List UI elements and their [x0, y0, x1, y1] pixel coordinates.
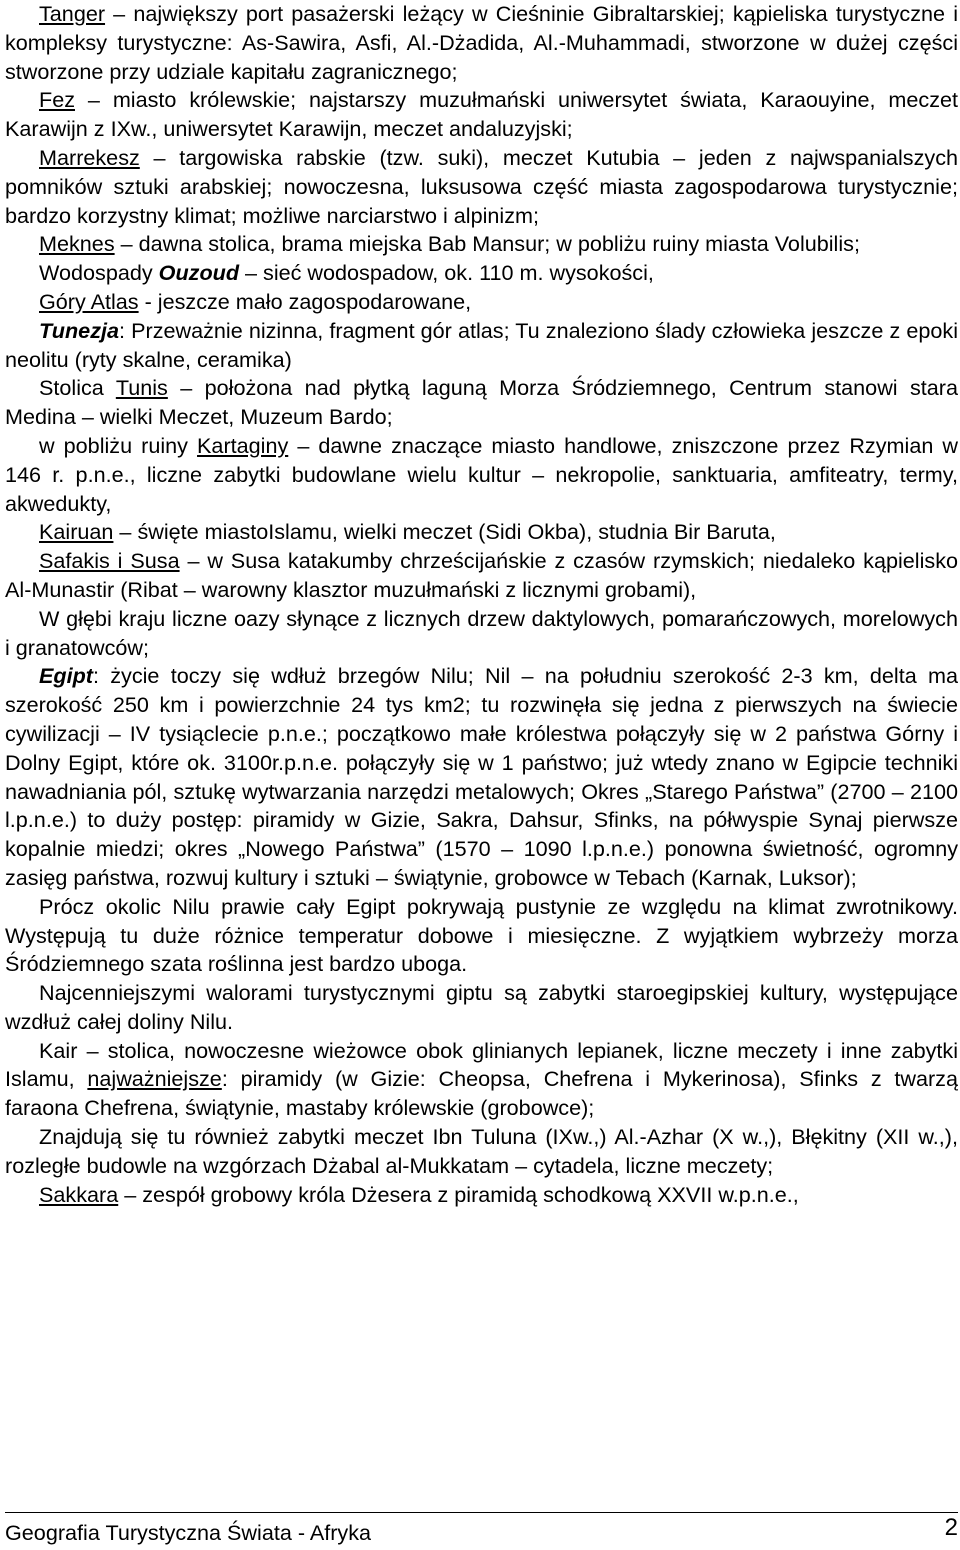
paragraph-text: – targowiska rabskie (tzw. suki), meczet Kutubia – jeden z najwspanialszych pomników sztuki arabskiej; nowoczesna, luksusowa część miasta zagospodarowa turystycznie; bardzo korzystny klimat; możliwe narciarstwo i alpinizm;: [5, 144, 958, 228]
paragraph-text: w pobliżu ruiny: [39, 432, 198, 458]
page-number: 2: [944, 1514, 958, 1541]
paragraph: [5, 230, 958, 259]
paragraph: [5, 893, 958, 979]
paragraph: [5, 0, 958, 86]
paragraph-text: Wodospady: [39, 260, 159, 286]
paragraph: [5, 979, 958, 1037]
document-body: [5, 0, 958, 1209]
paragraph-text: – miasto królewskie; najstarszy muzułmański uniwersytet świata, Karaouyine, meczet Karawijn z IXw., uniwersytet Karawijn, meczet andaluzyjski;: [5, 87, 958, 142]
paragraph-text: : Przeważnie nizinna, fragment gór atlas; Tu znaleziono ślady człowieka jeszcze z epoki neolitu (ryty skalne, ceramika): [5, 317, 958, 372]
paragraph-text: – święte miastoIslamu, wielki meczet (Sidi Okba), studnia Bir Baruta,: [113, 519, 776, 545]
paragraph: [5, 374, 958, 432]
paragraph-text: W głębi kraju liczne oazy słynące z licznych drzew daktylowych, pomarańczowych, morelowych i granatowców;: [5, 605, 958, 660]
place-name: Safakis i Susa: [39, 548, 180, 574]
paragraph-text: - jeszcze mało zagospodarowane,: [138, 288, 472, 314]
paragraph: [5, 144, 958, 230]
footer-title: Geografia Turystyczna Świata - Afryka: [5, 1520, 372, 1545]
paragraph-text: : życie toczy się wdłuż brzegów Nilu; Nil – na południu szerokość 2-3 km, delta ma szerokość 250 km i powierzchnie 24 tys km2; tu rozwinęła się jedna z pierwszych na świecie cywilizacji – IV tysiąclecie p.n.e.; początkowo małe królestwa połączyły się w 2 państwa Górny i Dolny Egipt, które ok. 3100r.p.n.e. połączyły się w 1 państwo; już wtedy znano w Egipcie techniki nawadniania pól, sztukę wytwarzania narzędzi metalowych; Okres „Starego Państwa” (2700 – 2100 l.p.n.e.) to duży postęp: piramidy w Gizie, Sakra, Dahsur, Sfinks, na półwyspie Synaj pierwsze kopalnie miedzi; okres „Nowego Państwa” (1570 – 1090 l.p.n.e.) ponowna świetność, ogromny zasięg państwa, rozwuj kultury i sztuki – świątynie, grobowce w Tebach (Karnak, Luksor);: [5, 663, 958, 890]
paragraph: [5, 662, 958, 892]
country-heading: Egipt: [39, 663, 93, 689]
paragraph-text: – zespół grobowy króla Dżesera z piramidą schodkową XXVII w.p.n.e.,: [118, 1181, 799, 1207]
paragraph-text: – w Susa katakumby chrześcijańskie z czasów rzymskich; niedaleko kąpielisko Al-Munastir (Ribat – warowny klasztor muzułmański z licznymi grobami),: [5, 548, 958, 602]
paragraph-text: Prócz okolic Nilu prawie cały Egipt pokrywają pustynie ze względu na klimat zwrotnikowy. Występują tu duże różnice temperatur dobowe i miesięczne. Z wyjątkiem wybrzeży morza Śródziemnego szata roślinna jest bardzo uboga.: [5, 893, 958, 977]
paragraph-text: – dawne znaczące miasto handlowe, zniszczone przez Rzymian w 146 r. p.n.e., liczne zabytki budowlane wielu kultur – nekropolie, sanktuaria, amfiteatry, termy, akwedukty,: [5, 432, 958, 516]
place-name: Marrekesz: [39, 144, 140, 170]
paragraph-text: Najcenniejszymi walorami turystycznymi giptu są zabytki staroegipskiej kultury, występujące wzdłuż całej doliny Nilu.: [5, 980, 958, 1034]
paragraph: [5, 317, 958, 375]
paragraph-text: – położona nad płytką laguną Morza Śródziemnego, Centrum stanowi stara Medina – wielki Meczet, Muzeum Bardo;: [5, 375, 958, 430]
paragraph: [5, 86, 958, 144]
paragraph: [5, 1181, 958, 1210]
place-name: Kairuan: [39, 519, 114, 545]
paragraph-text: Znajdują się tu również zabytki meczet Ibn Tuluna (IXw.,) Al.-Azhar (X w.,), Błękitny (XII w.,), rozległe budowle na wzgórzach Dżabal al-Mukkatam – cytadela, liczne meczety;: [5, 1124, 958, 1178]
paragraph: [5, 432, 958, 518]
paragraph: [5, 1037, 958, 1123]
paragraph-text: – największy port pasażerski leżący w Cieśninie Gibraltarskiej; kąpieliska turystyczne i kompleksy turystyczne: As-Sawira, Asfi, Al.-Dżadida, Al.-Muhammadi, stworzone w dużej części stworzone przy udziale kapitału zagranicznego;: [5, 1, 958, 84]
paragraph: [5, 547, 958, 605]
country-heading: Tunezja: [39, 317, 119, 343]
paragraph-text: Stolica: [39, 375, 116, 401]
paragraph-text: : piramidy (w Gizie: Cheopsa, Chefrena i Mykerinosa), Sfinks z twarzą faraona Chefrena, świątynie, mastaby królewskie (grobowce);: [5, 1066, 958, 1121]
paragraph-text: – dawna stolica, brama miejska Bab Mansur; w pobliżu ruiny miasta Volubilis;: [114, 231, 860, 257]
place-name: Góry Atlas: [39, 288, 139, 314]
place-name: Tunis: [115, 375, 168, 401]
place-name: Kartaginy: [197, 432, 289, 458]
country-heading: Ouzoud: [158, 260, 240, 286]
paragraph: [5, 1123, 958, 1181]
place-name: Sakkara: [39, 1181, 119, 1207]
place-name: Tanger: [39, 1, 106, 26]
paragraph: [5, 259, 958, 288]
paragraph: [5, 518, 958, 547]
place-name: Meknes: [39, 231, 115, 257]
paragraph-text: Kair – stolica, nowoczesne wieżowce obok glinianych lepianek, liczne meczety i inne zabytki Islamu,: [5, 1037, 958, 1092]
paragraph-text: – sieć wodospadow, ok. 110 m. wysokości,: [239, 260, 654, 286]
paragraph: [5, 288, 958, 317]
place-name: Fez: [39, 87, 75, 113]
footer-divider: [5, 1512, 958, 1513]
paragraph: [5, 605, 958, 663]
place-name: najważniejsze: [87, 1066, 222, 1092]
